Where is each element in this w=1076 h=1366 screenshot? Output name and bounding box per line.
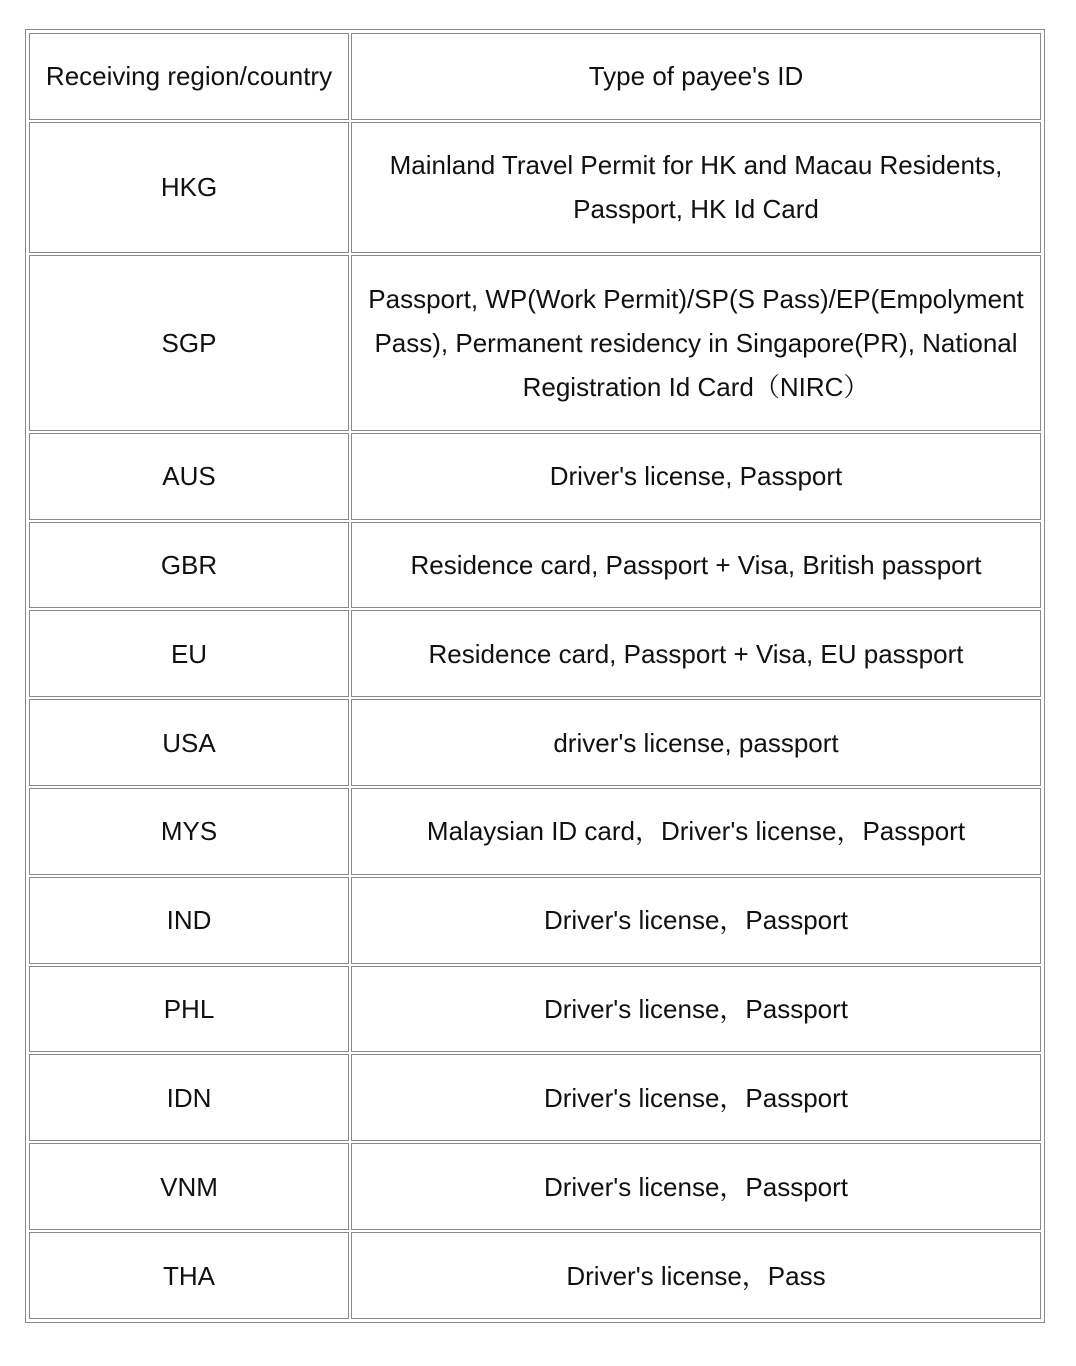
id-type-cell: Driver's license，Passport	[351, 966, 1041, 1053]
table-row	[29, 433, 1041, 520]
table-row	[29, 522, 1041, 609]
region-cell: PHL	[29, 966, 349, 1053]
region-cell: HKG	[29, 122, 349, 253]
header-id-type: Type of payee's ID	[351, 33, 1041, 120]
id-type-cell: Driver's license，Pass	[351, 1232, 1041, 1319]
id-requirements-table	[25, 29, 1045, 1323]
table-row	[29, 788, 1041, 875]
table-row	[29, 1054, 1041, 1141]
region-cell: USA	[29, 699, 349, 786]
table-header-row	[29, 33, 1041, 120]
id-type-cell: Residence card, Passport + Visa, British passport	[351, 522, 1041, 609]
region-cell: VNM	[29, 1143, 349, 1230]
id-type-cell: Driver's license, Passport	[351, 433, 1041, 520]
table-row	[29, 122, 1041, 253]
table-row	[29, 255, 1041, 431]
table-row	[29, 610, 1041, 697]
id-type-cell: Driver's license，Passport	[351, 1054, 1041, 1141]
header-region: Receiving region/country	[29, 33, 349, 120]
table-row	[29, 1232, 1041, 1319]
id-type-cell: Residence card, Passport + Visa, EU passport	[351, 610, 1041, 697]
table-row	[29, 966, 1041, 1053]
table-row	[29, 877, 1041, 964]
region-cell: IDN	[29, 1054, 349, 1141]
region-cell: IND	[29, 877, 349, 964]
region-cell: EU	[29, 610, 349, 697]
id-type-cell: Mainland Travel Permit for HK and Macau Residents, Passport, HK Id Card	[351, 122, 1041, 253]
region-cell: THA	[29, 1232, 349, 1319]
id-type-cell: driver's license, passport	[351, 699, 1041, 786]
region-cell: MYS	[29, 788, 349, 875]
id-type-cell: Passport, WP(Work Permit)/SP(S Pass)/EP(Empolyment Pass), Permanent residency in Singapore(PR), National Registration Id Card（NIRC）	[351, 255, 1041, 431]
region-cell: GBR	[29, 522, 349, 609]
id-type-cell: Malaysian ID card，Driver's license，Passport	[351, 788, 1041, 875]
table-row	[29, 1143, 1041, 1230]
region-cell: SGP	[29, 255, 349, 431]
table-row	[29, 699, 1041, 786]
id-type-cell: Driver's license，Passport	[351, 1143, 1041, 1230]
id-type-cell: Driver's license，Passport	[351, 877, 1041, 964]
region-cell: AUS	[29, 433, 349, 520]
